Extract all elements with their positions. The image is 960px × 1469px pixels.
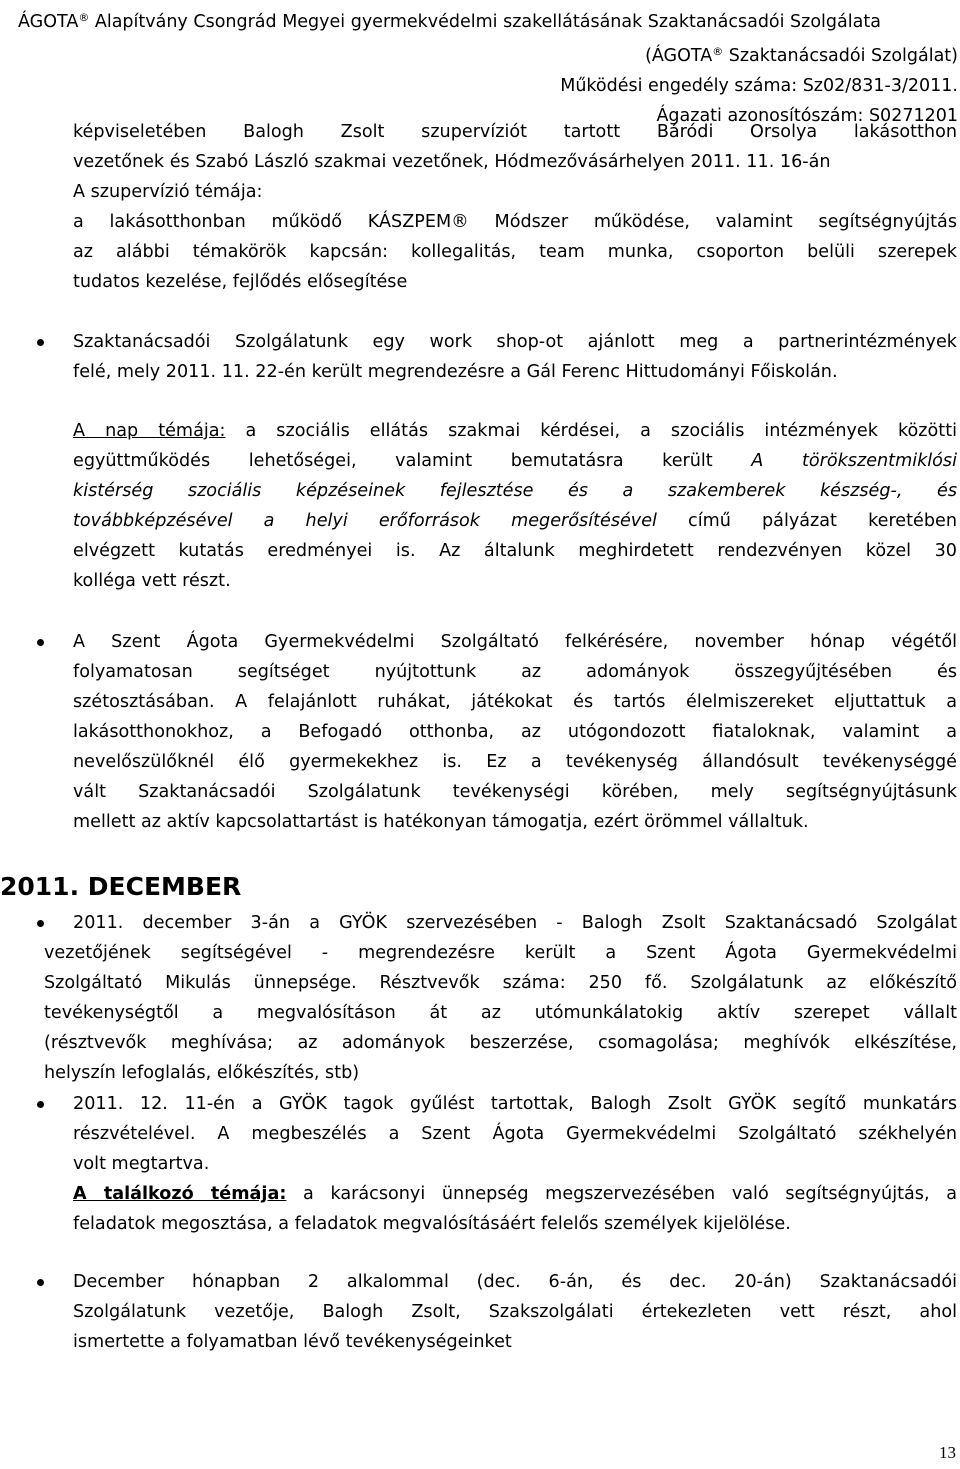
registered-mark: ® bbox=[78, 11, 90, 24]
text-line: képviseletében Balogh Zsolt szupervíziót tartott Báródi Orsolya lakásotthon bbox=[73, 122, 957, 142]
header-organization-line bbox=[18, 3, 958, 37]
text-line: mellett az aktív kapcsolattartást is hatékonyan támogatja, ezért örömmel vállaltuk. bbox=[73, 812, 809, 832]
project-title-italic: továbbképzésével a helyi erőforrások megerősítésével bbox=[73, 511, 657, 531]
donation-paragraph bbox=[73, 627, 957, 837]
header-license-number: Működési engedély száma: Sz02/831-3/2011. bbox=[560, 76, 958, 96]
header-org-rest: Alapítvány Csongrád Megyei gyermekvédelmi szakellátásának Szaktanácsadói Szolgálata bbox=[89, 12, 881, 32]
text-line: 2011. december 3-án a GYÖK szervezésében - Balogh Zsolt Szaktanácsadó Szolgálat bbox=[73, 913, 957, 933]
supervision-topic-heading: A szupervízió témája: bbox=[73, 182, 263, 202]
text-line: elvégzett kutatás eredményei is. Az általunk meghirdetett rendezvényen közel 30 bbox=[73, 541, 957, 561]
text-line: Szolgáltató Mikulás ünnepsége. Résztvevők száma: 250 fő. Szolgálatunk az előkészítő bbox=[44, 973, 957, 993]
december-item-2 bbox=[73, 1089, 957, 1239]
text-line bbox=[73, 446, 957, 476]
text-line: feladatok megosztása, a feladatok megvalósításáért felelős személyek kijelölése. bbox=[73, 1214, 791, 1234]
bullet-icon bbox=[37, 920, 44, 927]
text-line: ismertette a folyamatban lévő tevékenységeinket bbox=[73, 1332, 512, 1352]
header-service-name: (ÁGOTA bbox=[645, 46, 713, 66]
header-org-name: ÁGOTA bbox=[18, 12, 79, 32]
workshop-paragraph bbox=[73, 327, 957, 387]
text-line: Szolgálatunk vezetője, Balogh Zsolt, Szakszolgálati értekezleten vett részt, ahol bbox=[73, 1302, 957, 1322]
header-service-line bbox=[18, 37, 958, 71]
bullet-icon bbox=[37, 339, 44, 346]
bullet-icon bbox=[37, 1279, 44, 1286]
text-line: tevékenységtől a megvalósításon át az utómunkálatokig aktív szerepet vállalt bbox=[44, 1003, 957, 1023]
page-number: 13 bbox=[939, 1443, 956, 1462]
text-line: vált Szaktanácsadói Szolgálatunk tevékenységi körében, mely segítségnyújtásunk bbox=[73, 782, 957, 802]
meeting-topic-label: A találkozó témája: bbox=[73, 1184, 287, 1204]
december-item-3 bbox=[73, 1267, 957, 1357]
text-line: szétosztásában. A felajánlott ruhákat, játékokat és tartós élelmiszereket eljuttattuk a bbox=[73, 692, 957, 712]
text-line: vezetőnek és Szabó László szakmai vezetőnek, Hódmezővásárhelyen 2011. 11. 16-án bbox=[73, 152, 831, 172]
registered-mark: ® bbox=[712, 45, 724, 58]
text-line: December hónapban 2 alkalommal (dec. 6-án, és dec. 20-án) Szaktanácsadói bbox=[73, 1272, 957, 1292]
text-line: volt megtartva. bbox=[73, 1154, 210, 1174]
text-line: folyamatosan segítséget nyújtottunk az adományok összegyűjtésében és bbox=[73, 662, 957, 682]
text-line: lakásotthonokhoz, a Befogadó otthonba, az utógondozott fiataloknak, valamint a bbox=[73, 722, 957, 742]
project-title-italic: A törökszentmiklósi bbox=[751, 451, 957, 471]
project-title-italic: kistérség szociális képzéseinek fejlesztése és a szakemberek készség-, és bbox=[73, 481, 957, 501]
supervision-paragraph bbox=[73, 117, 957, 297]
text-line bbox=[73, 416, 957, 446]
text-span: a karácsonyi ünnepség megszervezésében való segítségnyújtás, a bbox=[286, 1184, 957, 1204]
text-line: a lakásotthonban működő KÁSZPEM® Módszer működése, valamint segítségnyújtás bbox=[73, 212, 957, 232]
text-span: együttműködés lehetőségei, valamint bemutatásra került bbox=[73, 451, 752, 471]
day-topic-label: A nap témája: bbox=[73, 421, 226, 441]
text-line: felé, mely 2011. 11. 22-én került megrendezésre a Gál Ferenc Hittudományi Főiskolán. bbox=[73, 362, 838, 382]
text-line: Szaktanácsadói Szolgálatunk egy work shop-ot ajánlott meg a partnerintézmények bbox=[73, 332, 957, 352]
text-line: tudatos kezelése, fejlődés elősegítése bbox=[73, 272, 408, 292]
text-line: helyszín lefoglalás, előkészítés, stb) bbox=[44, 1063, 360, 1083]
text-line: kolléga vett részt. bbox=[73, 571, 231, 591]
header-service-rest: Szaktanácsadói Szolgálat) bbox=[723, 46, 958, 66]
text-span: a szociális ellátás szakmai kérdései, a szociális intézmények közötti bbox=[225, 421, 957, 441]
bullet-icon bbox=[37, 639, 44, 646]
page-header bbox=[18, 3, 958, 131]
bullet-icon bbox=[37, 1101, 44, 1108]
text-line bbox=[73, 476, 957, 506]
text-line: vezetőjének segítségével - megrendezésre került a Szent Ágota Gyermekvédelmi bbox=[44, 943, 957, 963]
text-span: című pályázat keretében bbox=[656, 511, 957, 531]
december-item-1 bbox=[44, 908, 957, 1088]
section-heading-december: 2011. DECEMBER bbox=[0, 872, 242, 901]
text-line: (résztvevők meghívása; az adományok beszerzése, csomagolása; meghívók elkészítése, bbox=[44, 1033, 957, 1053]
header-sector-id: Ágazati azonosítószám: S0271201 bbox=[656, 106, 958, 126]
text-line bbox=[73, 506, 957, 536]
text-line: részvételével. A megbeszélés a Szent Ágota Gyermekvédelmi Szolgáltató székhelyén bbox=[73, 1124, 957, 1144]
workshop-topic-paragraph bbox=[73, 416, 957, 596]
text-line: A Szent Ágota Gyermekvédelmi Szolgáltató felkérésére, november hónap végétől bbox=[73, 632, 957, 652]
text-line: 2011. 12. 11-én a GYÖK tagok gyűlést tartottak, Balogh Zsolt GYÖK segítő munkatárs bbox=[73, 1094, 957, 1114]
text-line: az alábbi témakörök kapcsán: kollegalitás, team munka, csoporton belüli szerepek bbox=[73, 242, 957, 262]
text-line: nevelőszülőknél élő gyermekekhez is. Ez a tevékenység állandósult tevékenységgé bbox=[73, 752, 957, 772]
text-line bbox=[73, 1179, 957, 1209]
